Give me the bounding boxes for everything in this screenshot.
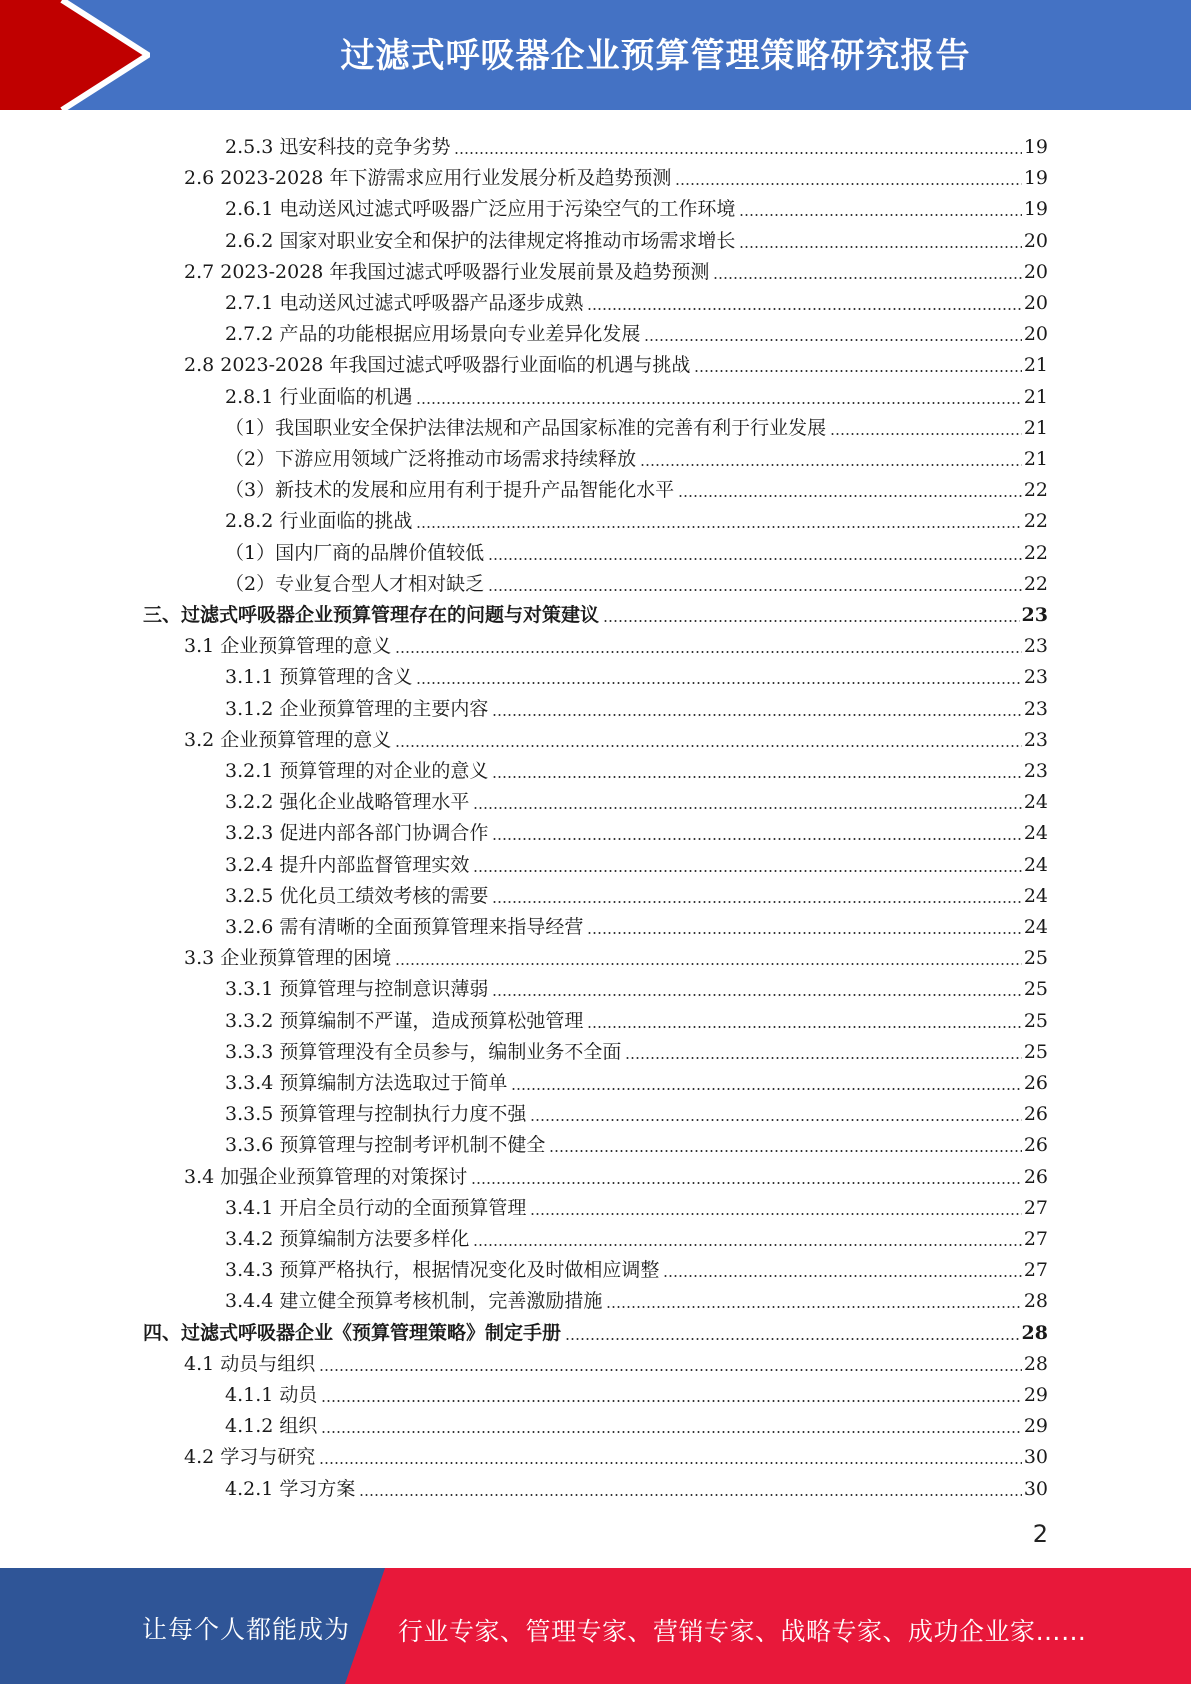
toc-dot-leader bbox=[587, 291, 1021, 315]
toc-entry[interactable] bbox=[225, 502, 1048, 533]
toc-dot-leader bbox=[416, 509, 1021, 533]
toc-entry[interactable] bbox=[225, 1220, 1048, 1251]
toc-dot-leader bbox=[530, 1102, 1021, 1126]
toc-entry-title: 3.2.6 需有清晰的全面预算管理来指导经营 bbox=[225, 915, 587, 939]
toc-entry-title: 2.6.2 国家对职业安全和保护的法律规定将推动市场需求增长 bbox=[225, 229, 739, 253]
toc-entry[interactable] bbox=[225, 1095, 1048, 1126]
toc-dot-leader bbox=[395, 946, 1022, 970]
toc-entry[interactable] bbox=[225, 190, 1048, 221]
toc-entry-title: 2.6 2023-2028 年下游需求应用行业发展分析及趋势预测 bbox=[184, 166, 675, 190]
toc-entry-page: 24 bbox=[1023, 822, 1048, 845]
toc-dot-leader bbox=[321, 1414, 1021, 1438]
toc-entry[interactable] bbox=[225, 1282, 1048, 1313]
toc-entry[interactable] bbox=[143, 596, 1048, 627]
toc-entry[interactable] bbox=[225, 440, 1048, 471]
toc-entry-page: 27 bbox=[1023, 1196, 1048, 1219]
toc-entry-title: 3.1 企业预算管理的意义 bbox=[184, 634, 395, 658]
toc-entry-page: 19 bbox=[1023, 198, 1048, 221]
toc-entry-title: 2.5.3 迅安科技的竞争劣势 bbox=[225, 135, 454, 159]
toc-entry-page: 28 bbox=[1021, 1321, 1048, 1344]
toc-entry-page: 26 bbox=[1023, 1134, 1048, 1157]
toc-dot-leader bbox=[492, 884, 1021, 908]
toc-entry-title: 3.1.2 企业预算管理的主要内容 bbox=[225, 697, 492, 721]
toc-entry[interactable] bbox=[225, 690, 1048, 721]
toc-dot-leader bbox=[511, 1071, 1021, 1095]
toc-entry-page: 21 bbox=[1023, 448, 1048, 470]
toc-entry-page: 21 bbox=[1023, 354, 1048, 377]
toc-entry-page: 27 bbox=[1023, 1228, 1048, 1250]
toc-entry-page: 23 bbox=[1023, 666, 1048, 689]
toc-entry-title: 三、过滤式呼吸器企业预算管理存在的问题与对策建议 bbox=[143, 603, 603, 627]
toc-entry-title: 3.2.4 提升内部监督管理实效 bbox=[225, 853, 473, 877]
toc-entry[interactable] bbox=[225, 222, 1048, 253]
toc-entry-title: （2）下游应用领域广泛将推动市场需求持续释放 bbox=[225, 447, 640, 471]
toc-entry[interactable] bbox=[225, 128, 1048, 159]
toc-dot-leader bbox=[565, 1321, 1020, 1345]
toc-dot-leader bbox=[473, 790, 1021, 814]
toc-entry-title: 2.7.1 电动送风过滤式呼吸器产品逐步成熟 bbox=[225, 291, 587, 315]
toc-entry-page: 19 bbox=[1023, 136, 1048, 158]
toc-entry-title: 2.8.2 行业面临的挑战 bbox=[225, 509, 416, 533]
page-footer bbox=[0, 1568, 1191, 1684]
toc-entry[interactable] bbox=[184, 721, 1048, 752]
toc-entry[interactable] bbox=[184, 346, 1048, 377]
toc-entry-title: 3.3.2 预算编制不严谨，造成预算松弛管理 bbox=[225, 1009, 587, 1033]
footer-slogan-left: 让每个人都能成为 bbox=[142, 1615, 351, 1644]
toc-entry-page: 20 bbox=[1023, 260, 1048, 283]
toc-dot-leader bbox=[663, 1258, 1021, 1282]
toc-entry[interactable] bbox=[225, 908, 1048, 939]
toc-entry-page: 21 bbox=[1023, 416, 1048, 439]
toc-entry[interactable] bbox=[225, 1033, 1048, 1064]
toc-dot-leader bbox=[739, 197, 1021, 221]
toc-entry-page: 28 bbox=[1023, 1290, 1048, 1313]
toc-entry-title: 3.4 加强企业预算管理的对策探讨 bbox=[184, 1165, 471, 1189]
toc-entry[interactable] bbox=[225, 783, 1048, 814]
toc-entry[interactable] bbox=[184, 1438, 1048, 1469]
toc-dot-leader bbox=[492, 977, 1021, 1001]
toc-entry-page: 19 bbox=[1023, 167, 1048, 190]
toc-entry[interactable] bbox=[184, 939, 1048, 970]
toc-entry-title: 3.2.5 优化员工绩效考核的需要 bbox=[225, 884, 492, 908]
toc-entry-title: 2.8 2023-2028 年我国过滤式呼吸器行业面临的机遇与挑战 bbox=[184, 353, 694, 377]
toc-entry-page: 22 bbox=[1023, 479, 1048, 502]
toc-dot-leader bbox=[454, 135, 1021, 159]
toc-entry-page: 23 bbox=[1021, 604, 1048, 626]
toc-entry-page: 22 bbox=[1023, 541, 1048, 564]
page-number: 2 bbox=[1032, 1520, 1048, 1548]
toc-dot-leader bbox=[416, 385, 1021, 409]
page-header bbox=[0, 0, 1191, 110]
toc-entry[interactable] bbox=[225, 846, 1048, 877]
toc-entry-page: 27 bbox=[1023, 1259, 1048, 1282]
toc-entry[interactable] bbox=[143, 1314, 1048, 1345]
toc-dot-leader bbox=[319, 1352, 1022, 1376]
toc-entry-page: 26 bbox=[1023, 1165, 1048, 1188]
toc-dot-leader bbox=[492, 821, 1021, 845]
toc-entry-title: 4.1.2 组织 bbox=[225, 1414, 321, 1438]
toc-dot-leader bbox=[395, 728, 1022, 752]
toc-entry-title: （1）国内厂商的品牌价值较低 bbox=[225, 541, 488, 565]
toc-entry-page: 26 bbox=[1023, 1072, 1048, 1094]
toc-entry-page: 25 bbox=[1023, 1009, 1048, 1032]
toc-entry-page: 23 bbox=[1023, 635, 1048, 658]
toc-entry-title: 4.1.1 动员 bbox=[225, 1383, 321, 1407]
toc-entry-title: 四、过滤式呼吸器企业《预算管理策略》制定手册 bbox=[143, 1321, 565, 1345]
toc-dot-leader bbox=[488, 541, 1022, 565]
toc-entry[interactable] bbox=[225, 378, 1048, 409]
toc-entry-page: 25 bbox=[1023, 978, 1048, 1001]
toc-entry[interactable] bbox=[184, 627, 1048, 658]
toc-dot-leader bbox=[675, 166, 1021, 190]
toc-entry-page: 22 bbox=[1023, 510, 1048, 533]
toc-entry-title: 3.3 企业预算管理的困境 bbox=[184, 946, 395, 970]
toc-entry-page: 24 bbox=[1023, 916, 1048, 938]
toc-entry-page: 30 bbox=[1023, 1477, 1048, 1500]
toc-dot-leader bbox=[830, 416, 1022, 440]
toc-dot-leader bbox=[640, 447, 1022, 471]
toc-dot-leader bbox=[678, 478, 1022, 502]
toc-entry-title: 3.2 企业预算管理的意义 bbox=[184, 728, 395, 752]
toc-dot-leader bbox=[471, 1165, 1022, 1189]
toc-entry[interactable] bbox=[225, 1407, 1048, 1438]
report-title: 过滤式呼吸器企业预算管理策略研究报告 bbox=[340, 36, 971, 76]
toc-dot-leader bbox=[359, 1477, 1021, 1501]
toc-entry-title: （1）我国职业安全保护法律法规和产品国家标准的完善有利于行业发展 bbox=[225, 416, 830, 440]
toc-entry-page: 23 bbox=[1023, 697, 1048, 720]
toc-entry-title: 2.6.1 电动送风过滤式呼吸器广泛应用于污染空气的工作环境 bbox=[225, 197, 739, 221]
toc-entry[interactable] bbox=[225, 1002, 1048, 1033]
toc-entry-title: 4.2.1 学习方案 bbox=[225, 1477, 359, 1501]
toc-entry[interactable] bbox=[225, 1189, 1048, 1220]
toc-entry[interactable] bbox=[225, 565, 1048, 596]
toc-entry-title: 3.2.2 强化企业战略管理水平 bbox=[225, 790, 473, 814]
toc-entry-title: 3.4.1 开启全员行动的全面预算管理 bbox=[225, 1196, 530, 1220]
toc-entry-page: 22 bbox=[1023, 572, 1048, 595]
toc-dot-leader bbox=[713, 260, 1021, 284]
toc-entry-page: 30 bbox=[1023, 1446, 1048, 1469]
toc-entry-title: 3.3.6 预算管理与控制考评机制不健全 bbox=[225, 1133, 549, 1157]
toc-entry-title: 3.2.3 促进内部各部门协调合作 bbox=[225, 821, 492, 845]
toc-dot-leader bbox=[473, 853, 1021, 877]
toc-entry-page: 28 bbox=[1023, 1352, 1048, 1375]
toc-entry[interactable] bbox=[225, 1126, 1048, 1157]
toc-entry-title: 3.3.1 预算管理与控制意识薄弱 bbox=[225, 977, 492, 1001]
toc-entry-title: 2.8.1 行业面临的机遇 bbox=[225, 385, 416, 409]
toc-entry-page: 24 bbox=[1023, 791, 1048, 814]
toc-entry-page: 20 bbox=[1023, 323, 1048, 346]
toc-entry-title: 3.4.2 预算编制方法要多样化 bbox=[225, 1227, 473, 1251]
toc-dot-leader bbox=[492, 759, 1021, 783]
toc-entry-page: 29 bbox=[1023, 1384, 1048, 1406]
toc-entry-title: 2.7.2 产品的功能根据应用场景向专业差异化发展 bbox=[225, 322, 644, 346]
toc-entry[interactable] bbox=[225, 1470, 1048, 1501]
toc-dot-leader bbox=[321, 1383, 1021, 1407]
toc-entry[interactable] bbox=[184, 1158, 1048, 1189]
toc-dot-leader bbox=[530, 1196, 1021, 1220]
toc-dot-leader bbox=[587, 1009, 1021, 1033]
toc-entry-page: 23 bbox=[1023, 760, 1048, 782]
toc-entry-title: （3）新技术的发展和应用有利于提升产品智能化水平 bbox=[225, 478, 678, 502]
toc-entry[interactable] bbox=[225, 658, 1048, 689]
toc-entry-page: 23 bbox=[1023, 728, 1048, 751]
red-arrow-decoration bbox=[0, 0, 150, 110]
toc-entry-title: 2.7 2023-2028 年我国过滤式呼吸器行业发展前景及趋势预测 bbox=[184, 260, 713, 284]
toc-entry-title: 3.1.1 预算管理的含义 bbox=[225, 665, 416, 689]
toc-entry-page: 29 bbox=[1023, 1415, 1048, 1438]
toc-entry[interactable] bbox=[225, 534, 1048, 565]
toc-entry[interactable] bbox=[225, 1251, 1048, 1282]
toc-entry-title: 3.3.3 预算管理没有全员参与，编制业务不全面 bbox=[225, 1040, 625, 1064]
toc-dot-leader bbox=[549, 1133, 1021, 1157]
toc-dot-leader bbox=[644, 322, 1021, 346]
toc-entry-page: 21 bbox=[1023, 385, 1048, 408]
toc-entry-title: 4.2 学习与研究 bbox=[184, 1445, 319, 1469]
toc-entry-page: 24 bbox=[1023, 884, 1048, 907]
toc-dot-leader bbox=[416, 665, 1021, 689]
toc-entry-title: 4.1 动员与组织 bbox=[184, 1352, 319, 1376]
toc-entry-page: 24 bbox=[1023, 853, 1048, 876]
toc-dot-leader bbox=[606, 1289, 1021, 1313]
toc-dot-leader bbox=[488, 572, 1022, 596]
toc-entry-page: 25 bbox=[1023, 1040, 1048, 1063]
toc-dot-leader bbox=[739, 229, 1021, 253]
toc-entry-title: （2）专业复合型人才相对缺乏 bbox=[225, 572, 488, 596]
toc-entry[interactable] bbox=[225, 814, 1048, 845]
toc-dot-leader bbox=[625, 1040, 1021, 1064]
toc-dot-leader bbox=[694, 353, 1021, 377]
toc-entry-title: 3.2.1 预算管理的对企业的意义 bbox=[225, 759, 492, 783]
toc-entry[interactable] bbox=[184, 159, 1048, 190]
toc-entry[interactable] bbox=[225, 752, 1048, 783]
toc-entry[interactable] bbox=[225, 471, 1048, 502]
toc-entry-page: 26 bbox=[1023, 1103, 1048, 1126]
toc-entry-page: 20 bbox=[1023, 292, 1048, 314]
toc-entry[interactable] bbox=[225, 409, 1048, 440]
toc-dot-leader bbox=[492, 697, 1021, 721]
toc-entry[interactable] bbox=[225, 970, 1048, 1001]
toc-entry[interactable] bbox=[225, 877, 1048, 908]
toc-entry[interactable] bbox=[225, 1376, 1048, 1407]
toc-entry-page: 25 bbox=[1023, 947, 1048, 970]
footer-slogan-right: 行业专家、管理专家、营销专家、战略专家、成功企业家…… bbox=[398, 1617, 1087, 1646]
toc-dot-leader bbox=[603, 603, 1020, 627]
toc-entry[interactable] bbox=[225, 284, 1048, 315]
toc-entry[interactable] bbox=[184, 253, 1048, 284]
toc-entry[interactable] bbox=[184, 1345, 1048, 1376]
toc-dot-leader bbox=[473, 1227, 1021, 1251]
toc-dot-leader bbox=[587, 915, 1021, 939]
toc-dot-leader bbox=[319, 1445, 1022, 1469]
toc-entry[interactable] bbox=[225, 1064, 1048, 1095]
toc-entry[interactable] bbox=[225, 315, 1048, 346]
toc-entry-title: 3.4.3 预算严格执行，根据情况变化及时做相应调整 bbox=[225, 1258, 663, 1282]
toc-entry-title: 3.3.5 预算管理与控制执行力度不强 bbox=[225, 1102, 530, 1126]
toc-entry-title: 3.3.4 预算编制方法选取过于简单 bbox=[225, 1071, 511, 1095]
toc-entry-page: 20 bbox=[1023, 229, 1048, 252]
toc-entry-title: 3.4.4 建立健全预算考核机制，完善激励措施 bbox=[225, 1289, 606, 1313]
toc-dot-leader bbox=[395, 634, 1022, 658]
